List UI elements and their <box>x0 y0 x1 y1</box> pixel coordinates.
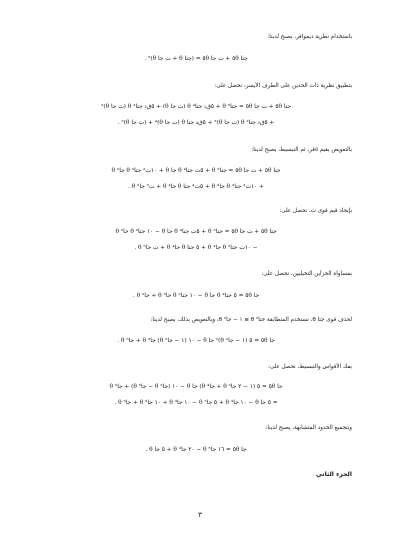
equation: + ٥ق₃ جتا² θ (ت جا θ)³ + ٥ق₄ جتا θ (ت جا θ)⁴ + (ت جا θ)⁵ . <box>117 120 275 126</box>
equation: جتا ٥θ + ت جا ٥θ = (جتا θ + ت جا θ)⁵ . <box>144 56 248 62</box>
equation: جتا ٥θ + ت جا ٥θ = جتا⁵ θ + ٥ق₁ جتا⁴ θ (ت جا θ) + ٥ق₂ جتا³ θ (ت جا θ)² <box>101 104 291 110</box>
paragraph: باستخدام نظرية ديموافر، يصبح لدينا: <box>267 34 352 40</box>
paragraph: بتطبيق نظرية ذات الحدين على الطرف الأيسر، نحصل على: <box>214 83 352 89</box>
page-number: ٣ <box>198 511 202 519</box>
equation: = ٥ جا θ − ١٠ جا³ θ + ٥ جا⁵ θ − ١٠ جا³ θ + ١٠ جا⁵ θ + جا⁵ θ . <box>114 400 278 406</box>
paragraph: بفك الأقواس والتبسيط، نحصل على: <box>267 364 352 370</box>
equation: جا ٥θ = ٥ (١ − ٢ جا² θ + جا⁴ θ) جا θ − ١٠ (جا³ θ − جا⁵ θ) + جا⁵ θ <box>109 384 283 390</box>
equation: جا ٥θ = ٥ جتا⁴ θ جا θ − ١٠ جتا² θ جا³ θ + جا⁵ θ . <box>132 293 260 299</box>
paragraph: بالتعويض بقيم ٥قر، ثم التبسيط، يصبح لدينا: <box>251 147 352 153</box>
equation: جا ٥θ = ١٦ جا⁵ θ − ٢٠ جا³ θ + ٥ جا θ . <box>145 447 247 453</box>
equation: جتا ٥θ + ت جا ٥θ = جتا⁵ θ + ٥ت جتا⁴ θ جا θ − ١٠ جتا³ θ جا² θ <box>115 229 277 235</box>
equation: جا ٥θ = ٥ (١ − جا² θ)² جا θ − ١٠ (١ − جا² θ) جا³ θ + جا⁵ θ . <box>117 338 275 344</box>
paragraph: لحذف قوى جتا θ، نستخدم المتطابقة جتا² θ ≡ ١ − جا² θ، وبالتعويض بذلك، يصبح لدينا: <box>150 317 352 323</box>
equation: + ١٠ت³ جتا² θ جا³ θ + ٥ت⁴ جتا θ جا⁴ θ + ت⁵ جا⁵ θ . <box>128 184 264 190</box>
paragraph: بمساواة الجزأين التخيليين، نحصل على: <box>261 271 352 277</box>
section-heading: الجزء الثاني <box>316 471 352 478</box>
paragraph: وبتجميع الحدود المتشابهة، يصبح لدينا: <box>265 425 352 431</box>
equation: − ١٠ت جتا² θ جا³ θ + ٥ جتا θ جا⁴ θ + ت جا⁵ θ . <box>134 245 258 251</box>
equation: جتا ٥θ + ت جا ٥θ = جتا⁵ θ + ٥ت جتا⁴ θ جا θ + ١٠ت² جتا³ θ جا² θ <box>111 168 281 174</box>
paragraph: بإيجاد قيم قوى ت، نحصل على: <box>279 208 352 214</box>
